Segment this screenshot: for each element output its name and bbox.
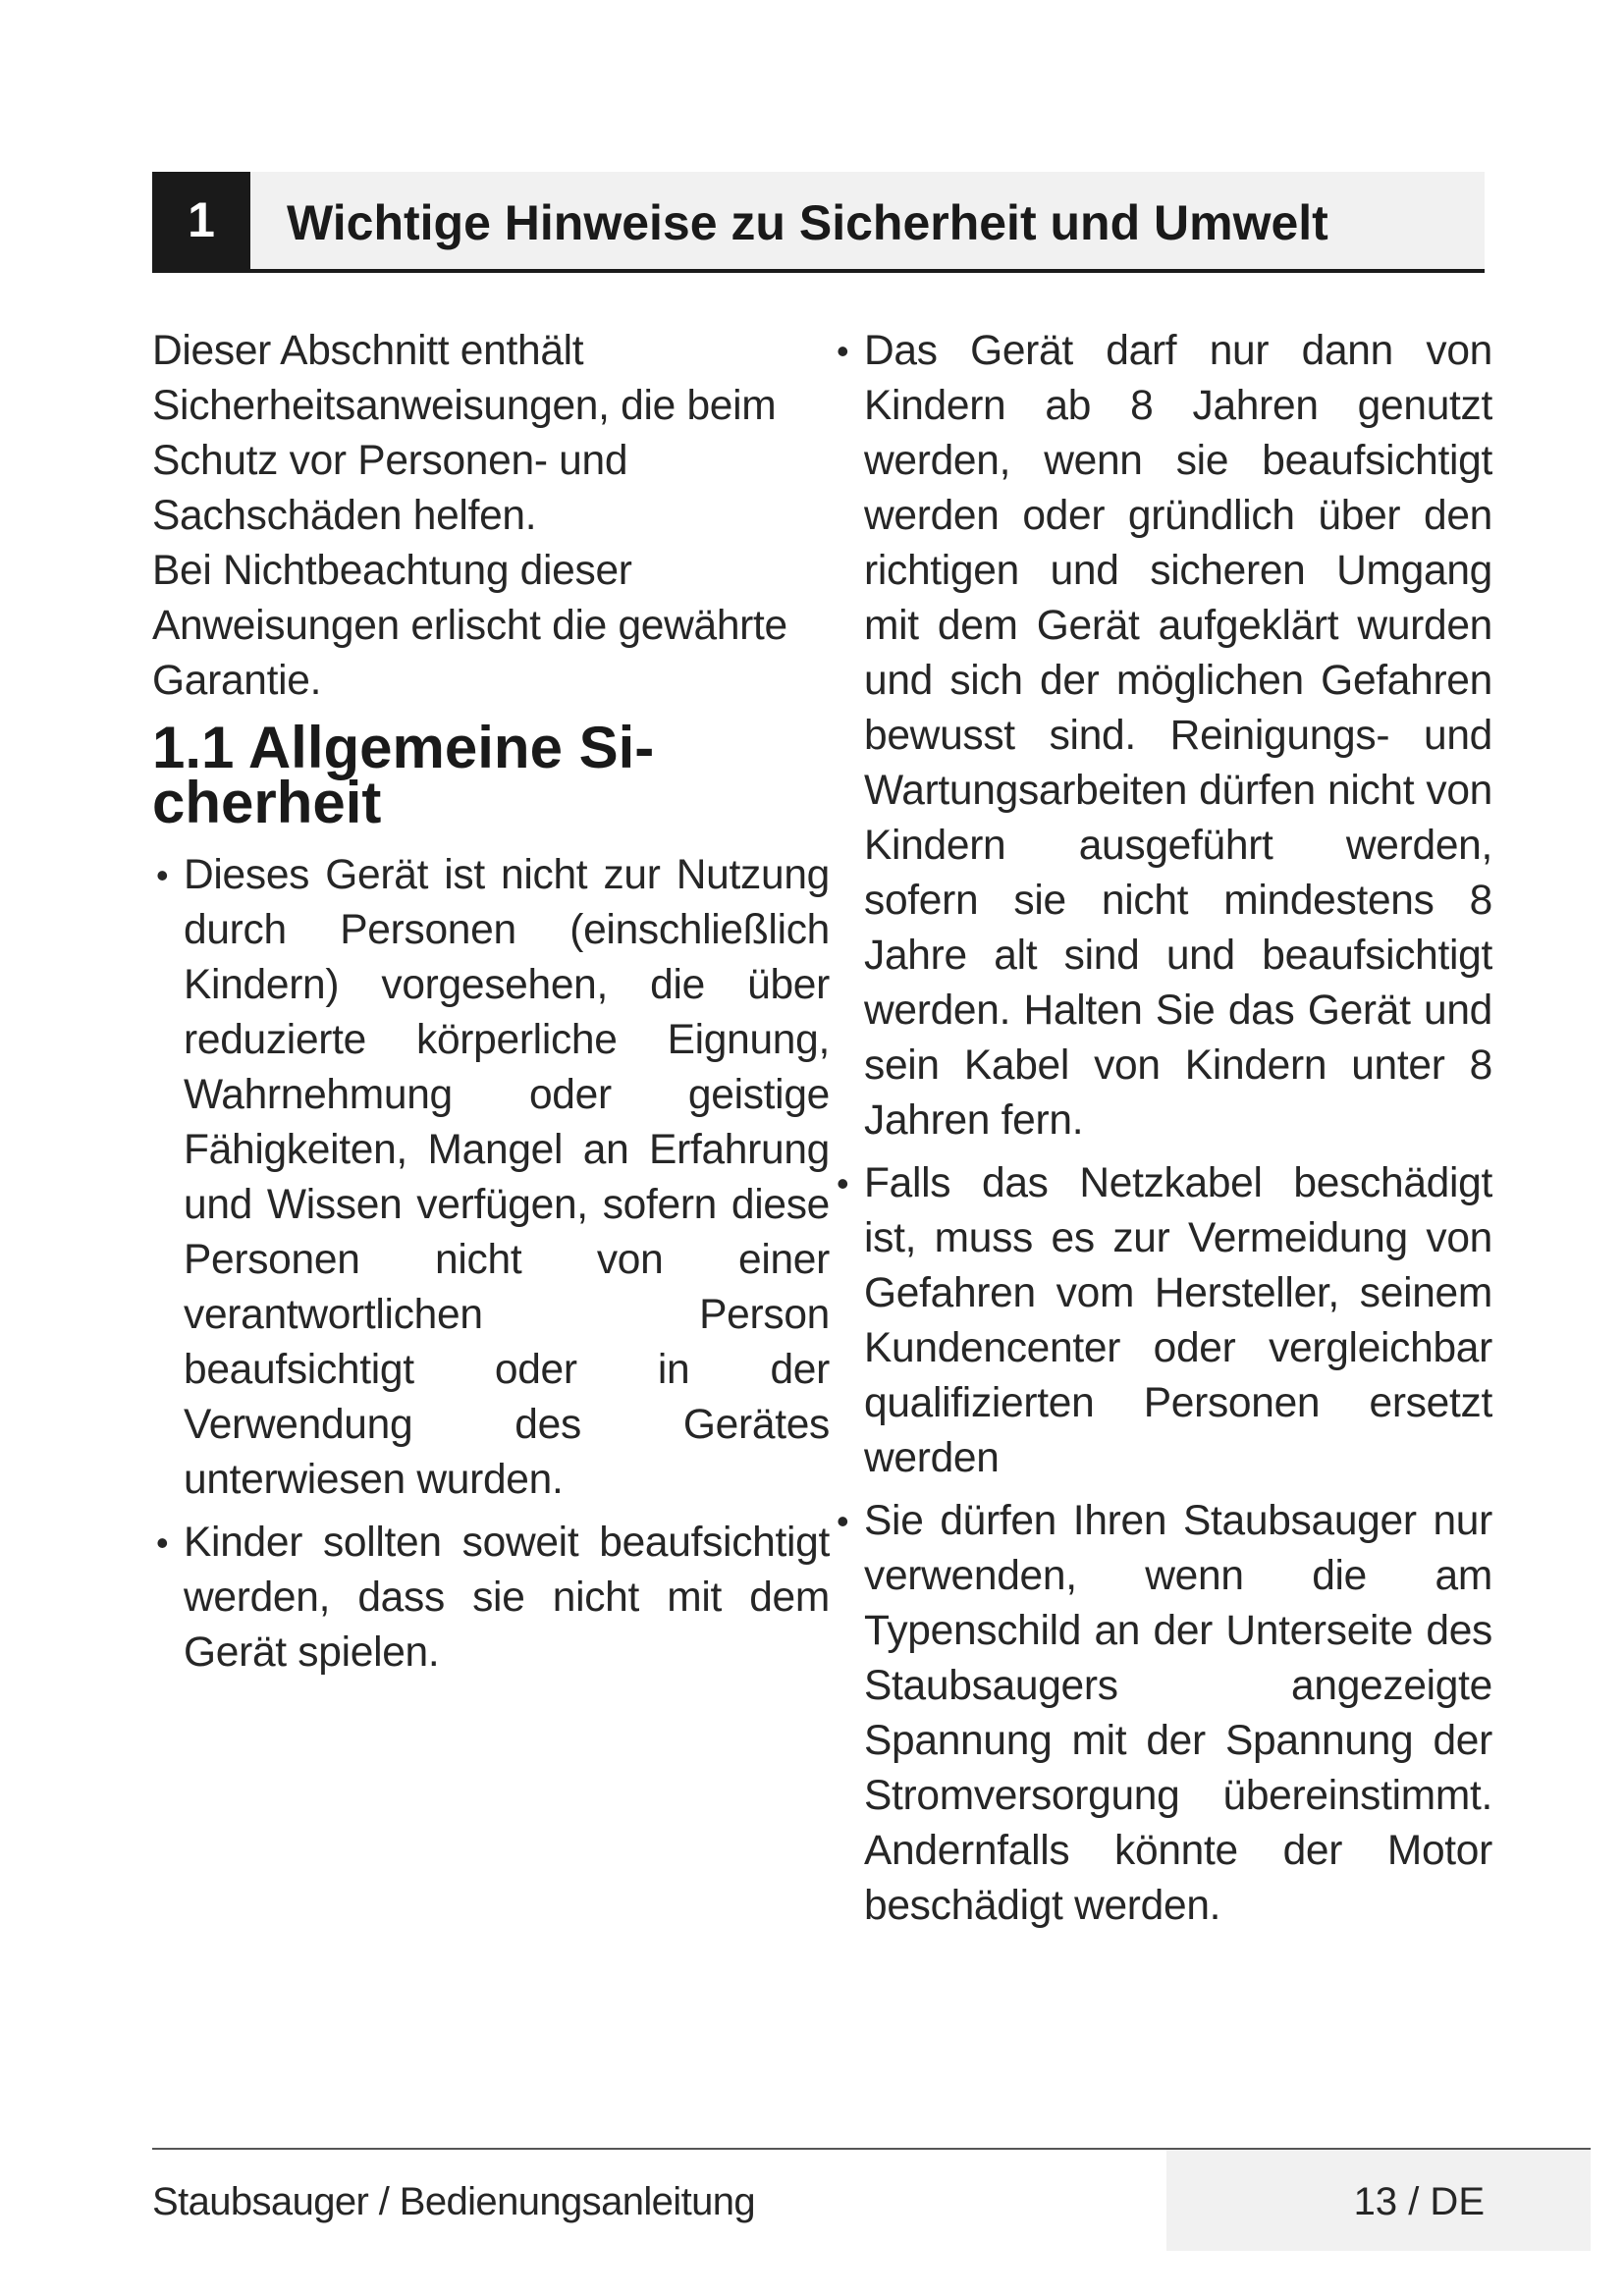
footer-document-label: Staubsauger / Bedienungsanleitung bbox=[152, 2180, 756, 2223]
subsection-heading-line-1: 1.1 Allgemeine Si- bbox=[152, 715, 655, 780]
list-item bbox=[837, 324, 1492, 1148]
section-header bbox=[152, 172, 1485, 273]
list-item-text: Sie dürfen Ihren Staubsauger nur verwenden, wenn die am Typenschild an der Unterseite des Staubsaugers angezeigte Spannung mit der Spannung der Stromversorgung übereinstimmt. Andernfalls könnte der Motor beschädigt werden. bbox=[864, 1498, 1492, 1929]
bullet-icon: • bbox=[837, 1163, 849, 1203]
right-bullet-list bbox=[837, 324, 1492, 1934]
list-item-text: Das Gerät darf nur dann von Kindern ab 8 Jahren genutzt werden, wenn sie beaufsichtigt werden oder gründlich über den richtigen und sicheren Umgang mit dem Gerät aufgeklärt wurden und sich der möglichen Gefahren bewusst sind. Reinigungs- und Wartungsarbeiten dürfen nicht von Kindern ausgeführt werden, sofern sie nicht mindestens 8 Jahre alt sind und beaufsichtigt werden. Halten Sie das Gerät und sein Kabel von Kindern unter 8 Jahren fern. bbox=[864, 328, 1492, 1144]
intro-paragraph-2: Bei Nichtbeachtung dieser Anweisungen erlischt die gewährte Garantie. bbox=[152, 548, 787, 704]
bullet-icon: • bbox=[837, 1501, 849, 1541]
left-bullet-list bbox=[152, 848, 830, 1681]
left-column bbox=[152, 324, 830, 1688]
list-item bbox=[837, 1494, 1492, 1934]
list-item-text: Dieses Gerät ist nicht zur Nutzung durch Personen (einschließlich Kindern) vorgesehen, die über reduzierte körperliche Eignung, Wahrnehmung oder geistige Fähigkeiten, Mangel an Erfahrung und Wissen verfügen, sofern diese Personen nicht von einer verantwortlichen Person beaufsichtigt oder in der Verwendung des Gerätes unterwiesen wurden. bbox=[184, 852, 830, 1503]
section-title: Wichtige Hinweise zu Sicherheit und Umwelt bbox=[287, 195, 1328, 250]
subsection-heading-line-2: cherheit bbox=[152, 770, 382, 835]
subsection-heading bbox=[152, 715, 830, 835]
list-item bbox=[837, 1156, 1492, 1486]
intro-paragraph-1: Dieser Abschnitt enthält Sicherheitsanweisungen, die beim Schutz vor Personen- und Sachschäden helfen. bbox=[152, 328, 777, 539]
list-item-text: Falls das Netzkabel beschädigt ist, muss es zur Vermeidung von Gefahren vom Hersteller, seinem Kundencenter oder vergleichbar qualifizierten Personen ersetzt werden bbox=[864, 1160, 1492, 1481]
bullet-icon: • bbox=[837, 331, 849, 371]
footer-page-number: 13 / DE bbox=[1353, 2180, 1485, 2223]
section-number: 1 bbox=[152, 172, 250, 269]
list-item bbox=[152, 1516, 830, 1681]
bullet-icon: • bbox=[156, 1522, 169, 1563]
bullet-icon: • bbox=[156, 855, 169, 895]
right-column bbox=[837, 324, 1492, 1942]
list-item bbox=[152, 848, 830, 1508]
list-item-text: Kinder sollten soweit beaufsichtigt werden, dass sie nicht mit dem Gerät spielen. bbox=[184, 1520, 830, 1676]
